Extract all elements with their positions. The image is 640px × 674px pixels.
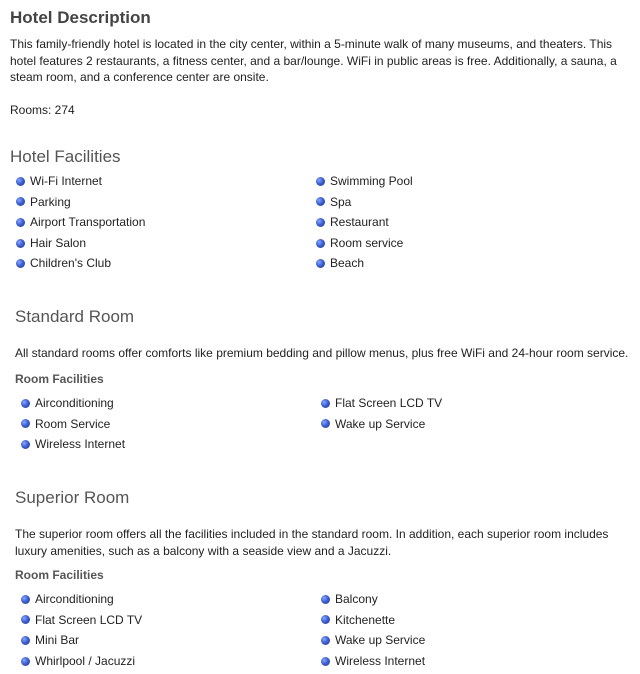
facility-item	[310, 212, 413, 233]
superior-room-facilities-right	[315, 589, 425, 671]
bullet-dot-icon	[316, 239, 325, 248]
facility-item	[310, 253, 413, 274]
facility-item	[15, 414, 125, 435]
bullet-dot-icon	[321, 636, 330, 645]
facility-item	[315, 414, 442, 435]
facility-label: Flat Screen LCD TV	[35, 612, 143, 627]
facility-item	[15, 630, 142, 651]
facility-label: Wireless Internet	[35, 437, 126, 452]
hotel-description-text: This family-friendly hotel is located in the city center, within a 5-minute walk of many museums, and theaters. This hotel features 2 restaurants, a fitness center, and a bar/lounge. WiFi in public areas is free. Additionally, a sauna, a steam room, and a conference center are onsite.	[10, 37, 617, 84]
facility-label: Wake up Service	[335, 416, 426, 431]
facility-item	[10, 253, 145, 274]
hotel-facilities-title: Hotel Facilities	[10, 147, 121, 166]
facility-label: Swimming Pool	[330, 174, 413, 188]
standard-room-description: All standard rooms offer comforts like premium bedding and pillow menus, plus free WiFi and 24-hour room service.	[15, 346, 629, 360]
facility-label: Spa	[330, 194, 352, 209]
standard-room-facilities-right	[315, 393, 442, 434]
bullet-dot-icon	[16, 197, 25, 206]
standard-room-facilities-left	[15, 393, 125, 455]
superior-room-description: The superior room offers all the facilities included in the standard room. In addition, each superior room includes luxury amenities, such as a balcony with a seaside view and a Jacuzzi.	[15, 527, 609, 558]
facility-label: Kitchenette	[335, 612, 396, 627]
facility-label: Room service	[330, 235, 404, 250]
bullet-dot-icon	[21, 595, 30, 604]
facility-item	[10, 192, 145, 213]
facility-label: Parking	[30, 194, 71, 209]
facility-label: Wake up Service	[335, 633, 426, 648]
facility-label: Restaurant	[330, 215, 389, 230]
facility-item	[15, 393, 125, 414]
standard-room-title: Standard Room	[15, 307, 135, 326]
facility-item	[315, 393, 442, 414]
bullet-dot-icon	[16, 239, 25, 248]
bullet-dot-icon	[21, 399, 30, 408]
bullet-dot-icon	[16, 177, 25, 186]
bullet-dot-icon	[21, 440, 30, 449]
bullet-dot-icon	[21, 419, 30, 428]
facility-item	[310, 192, 413, 213]
bullet-dot-icon	[316, 218, 325, 227]
facility-item	[10, 233, 145, 254]
bullet-dot-icon	[321, 615, 330, 624]
facility-label: Room Service	[35, 416, 111, 431]
bullet-dot-icon	[316, 197, 325, 206]
superior-room-facilities-left	[15, 589, 142, 671]
superior-room-title: Superior Room	[15, 488, 130, 507]
facility-label: Children's Club	[30, 256, 111, 271]
facility-item	[315, 610, 425, 631]
facility-item	[15, 651, 142, 672]
bullet-dot-icon	[316, 177, 325, 186]
facility-item	[310, 171, 413, 192]
bullet-dot-icon	[21, 615, 30, 624]
facility-item	[315, 589, 425, 610]
facility-label: Hair Salon	[30, 235, 87, 250]
facility-item	[15, 589, 142, 610]
hotel-facilities-list-right	[310, 171, 413, 274]
facility-label: Airport Transportation	[30, 215, 146, 230]
standard-room-facilities-title: Room Facilities	[15, 372, 104, 386]
facility-label: Wi-Fi Internet	[30, 174, 103, 188]
bullet-dot-icon	[21, 657, 30, 666]
bullet-dot-icon	[321, 399, 330, 408]
bullet-dot-icon	[316, 259, 325, 268]
bullet-dot-icon	[321, 657, 330, 666]
facility-item	[10, 212, 145, 233]
superior-room-facilities-title: Room Facilities	[15, 568, 104, 582]
facility-item	[10, 171, 145, 192]
bullet-dot-icon	[321, 419, 330, 428]
facility-label: Wireless Internet	[335, 653, 426, 668]
facility-label: Flat Screen LCD TV	[335, 396, 443, 410]
facility-label: Whirlpool / Jacuzzi	[35, 653, 136, 668]
hotel-facilities-list-left	[10, 171, 145, 274]
rooms-count: Rooms: 274	[10, 103, 75, 117]
facility-label: Mini Bar	[35, 633, 80, 648]
bullet-dot-icon	[321, 595, 330, 604]
facility-item	[15, 610, 142, 631]
facility-label: Balcony	[335, 592, 378, 606]
facility-item	[310, 233, 413, 254]
hotel-description-title: Hotel Description	[10, 8, 151, 27]
facility-item	[315, 651, 425, 672]
bullet-dot-icon	[21, 636, 30, 645]
bullet-dot-icon	[16, 218, 25, 227]
bullet-dot-icon	[16, 259, 25, 268]
facility-label: Airconditioning	[35, 396, 114, 410]
facility-item	[315, 630, 425, 651]
facility-label: Airconditioning	[35, 592, 114, 606]
facility-item	[15, 434, 125, 455]
facility-label: Beach	[330, 256, 365, 271]
